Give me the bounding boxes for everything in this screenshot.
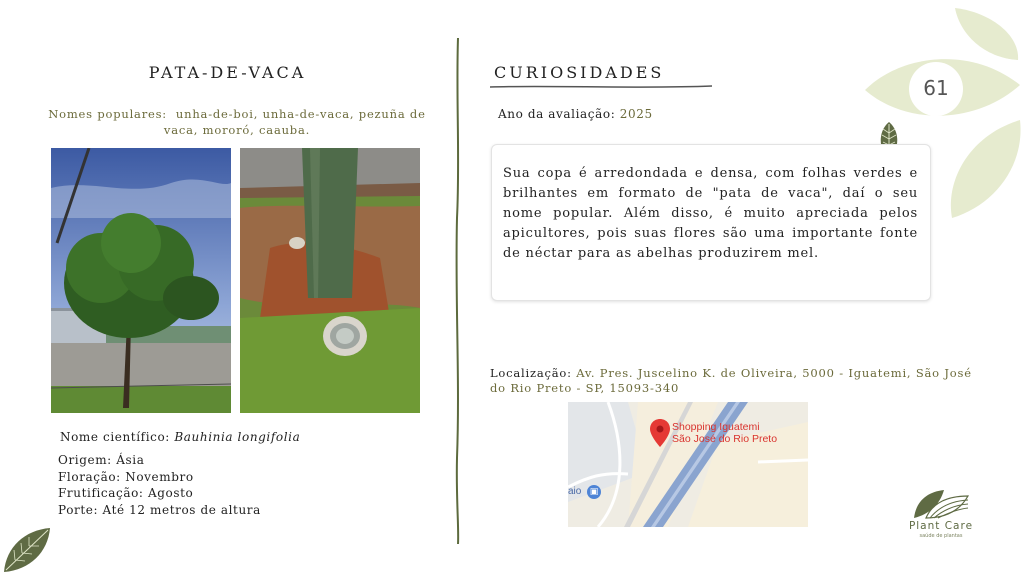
scientific-name-label: Nome científico: — [60, 430, 170, 444]
location-map[interactable] — [568, 402, 808, 527]
map-pin-line2: São José do Rio Preto — [672, 433, 778, 445]
location — [490, 366, 980, 396]
vertical-divider — [452, 38, 464, 544]
page-title: PATA-DE-VACA — [148, 63, 307, 82]
curiosity-text: Sua copa é arredondada e densa, com folhas verdes e brilhantes em formato de "pata de vaca", daí o seu nome popular. Além disso, é muito apreciada pelos apicultores, pois suas flores são uma importante fonte de néctar para as abelhas produzirem mel. — [503, 166, 918, 261]
tree-photo — [51, 148, 231, 413]
popular-names-line2: vaca, mororó, caauba. — [163, 123, 311, 137]
title-underline — [490, 84, 712, 90]
map-pin-line1: Shopping Iguatemi — [672, 421, 760, 433]
curiosity-card — [491, 144, 931, 301]
page-number: 61 — [923, 76, 949, 100]
map-pin-label — [672, 421, 777, 445]
scientific-name-line — [60, 430, 300, 444]
popular-names — [32, 106, 442, 138]
map-side-label: aio — [568, 486, 582, 497]
trunk-photo — [240, 148, 420, 413]
year-label: Ano da avaliação: — [498, 107, 616, 121]
popular-names-label: Nomes populares: — [48, 107, 167, 121]
evaluation-year — [498, 107, 653, 121]
size: Porte: Até 12 metros de altura — [58, 502, 261, 517]
plant-care-logo-icon — [912, 488, 972, 520]
leaf-icon — [0, 522, 54, 576]
scientific-name: Bauhinia longifolia — [174, 430, 301, 444]
location-label: Localização: — [490, 366, 572, 380]
location-line2: do Rio Preto - SP, 15093-340 — [490, 381, 680, 395]
flowering: Floração: Novembro — [58, 469, 194, 484]
location-line1: Av. Pres. Juscelino K. de Oliveira, 5000 - Iguatemi, São José — [576, 366, 972, 380]
section-title: CURIOSIDADES — [494, 63, 665, 82]
map-pin-icon — [650, 419, 670, 447]
plant-info — [58, 452, 261, 518]
popular-names-line1: unha-de-boi, unha-de-vaca, pezuña de — [175, 107, 426, 121]
logo-name: Plant Care — [908, 520, 974, 532]
origin: Origem: Ásia — [58, 453, 145, 467]
fruiting: Frutificação: Agosto — [58, 486, 194, 500]
shopping-bag-icon: ▣ — [587, 485, 601, 499]
year-value: 2025 — [619, 107, 653, 121]
logo-tagline: saúde de plantas — [919, 533, 963, 539]
